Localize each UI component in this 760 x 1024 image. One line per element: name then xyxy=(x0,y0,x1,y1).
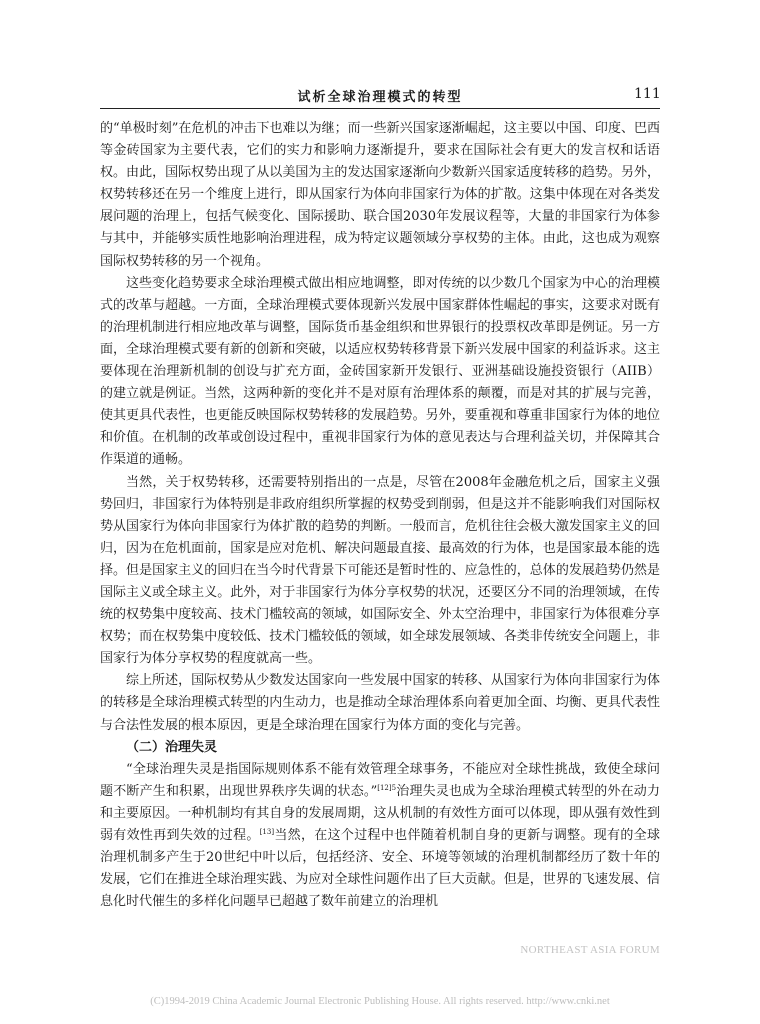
article-body xyxy=(100,118,660,913)
running-header-title: 试析全球治理模式的转型 xyxy=(297,90,463,105)
header-rule xyxy=(100,108,660,109)
paragraph-governance-adjustment: 这些变化趋势要求全球治理模式做出相应地调整，即对传统的以少数几个国家为中心的治理模式的改革与超越。一方面，全球治理模式要体现新兴发展中国家群体性崛起的事实，这要求对既有的治理机制进行相应地改革与调整，国际货币基金组织和世界银行的投票权改革即是例证。另一方面，全球治理模式要有新的创新和突破，以适应权势转移背景下新兴发展中国家的利益诉求。这主要体现在治理新机制的创设与扩充方面，金砖国家新开发银行、亚洲基础设施投资银行（AIIB）的建立就是例证。当然，这两种新的变化并不是对原有治理体系的颠覆，而是对其的扩展与完善，使其更具代表性，也更能反映国际权势转移的发展趋势。另外，要重视和尊重非国家行为体的地位和价值。在机制的改革或创设过程中，重视非国家行为体的意见表达与合理利益关切，并保障其合作渠道的通畅。 xyxy=(100,275,660,468)
citation-ref-12: [12]5 xyxy=(377,783,397,792)
failure-text-part2: 治理失灵也成为全球治理模式转型的外在动力和主要原因。一种机制均有其自身的发展周期，这从机制的有效性方面可以体现，即从强有效性到弱有效性再到失效的过程。 xyxy=(100,783,660,843)
failure-text-part3: 当然，在这个过程中也伴随着机制自身的更新与调整。现有的全球治理机制多产生于20世纪中叶以后，包括经济、安全、环境等领域的治理机制都经历了数十年的发展，它们在推进全球治理实践、为应对全球性问题作出了巨大贡献。但是，世界的飞速发展、信息化时代催生的多样化问题早已超越了数年前建立的治理机 xyxy=(100,828,660,910)
citation-ref-13: [13] xyxy=(259,828,275,836)
paragraph-governance-failure xyxy=(100,759,660,914)
section-heading: （二）治理失灵 xyxy=(126,739,218,755)
failure-text-part1: “全球治理失灵是指国际规则体系不能有效管理全球事务，不能应对全球性挑战，致使全球问题不断产生和积累，出现世界秩序失调的状态。” xyxy=(100,761,660,799)
paragraph-statism-return: 当然，关于权势转移，还需要特别指出的一点是，尽管在2008年金融危机之后，国家主义强势回归，非国家行为体特别是非政府组织所掌握的权势受到削弱，但是这并不能影响我们对国际权势从国家行为体向非国家行为体扩散的趋势的判断。一般而言，危机往往会极大激发国家主义的回归，因为在危机面前，国家是应对危机、解决问题最直接、最高效的行为体，也是国家最本能的选择。但是国家主义的回归在当今时代背景下可能还是暂时性的、应急性的，总体的发展趋势仍然是国际主义或全球主义。此外，对于非国家行为体分享权势的状况，还要区分不同的治理领域，在传统的权势集中度较高、技术门槛较高的领域，如国际安全、外太空治理中，非国家行为体很难分享权势；而在权势集中度较低、技术门槛较低的领域，如全球发展领域、各类非传统安全问题上，非国家行为体分享权势的程度就高一些。 xyxy=(100,474,660,667)
paragraph-power-shift: 的“单极时刻”在危机的冲击下也难以为继；而一些新兴国家逐渐崛起，这主要以中国、印度、巴西等金砖国家为主要代表，它们的实力和影响力逐渐提升，要求在国际社会有更大的发言权和话语权。由此，国际权势出现了从以美国为主的发达国家逐渐向少数新兴国家适度转移的趋势。另外，权势转移还在另一个维度上进行，即从国家行为体向非国家行为体的扩散。这集中体现在对各类发展问题的治理上，包括气候变化、国际援助、联合国2030年发展议程等，大量的非国家行为体参与其中，并能够实质性地影响治理进程，成为特定议题领域分享权势的主体。由此，这也成为观察国际权势转移的另一个视角。 xyxy=(100,121,660,269)
paragraph-summary: 综上所述，国际权势从少数发达国家向一些发展中国家的转移、从国家行为体向非国家行为体的转移是全球治理模式转型的内生动力，也是推动全球治理体系向着更加全面、均衡、更具代表性与合法性发展的根本原因，更是全球治理在国家行为体方面的变化与完善。 xyxy=(100,673,660,733)
page-number: 111 xyxy=(634,86,661,102)
footer-journal-name: NORTHEAST ASIA FORUM xyxy=(520,944,660,956)
copyright-notice: (C)1994-2019 China Academic Journal Electronic Publishing House. All rights reserved. http://www.cnki.net xyxy=(150,996,610,1007)
